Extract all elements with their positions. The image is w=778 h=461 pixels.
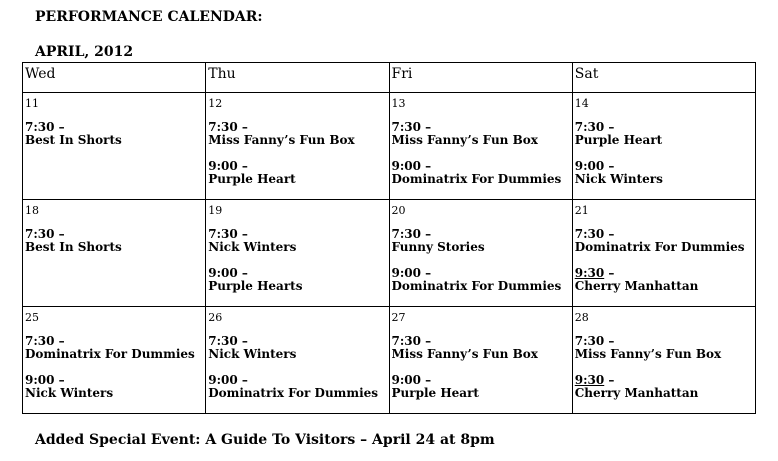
show-entry [575, 374, 755, 400]
show-time-value: 7:30 – [574, 120, 615, 134]
show-name: Purple Heart [391, 386, 479, 400]
show-time-value: 9:00 – [391, 373, 432, 387]
weekday-header-thu: Thu [206, 63, 389, 93]
show-entry [25, 374, 205, 400]
show-entry [208, 374, 388, 400]
show-name: Purple Hearts [208, 279, 303, 293]
day-number: 27 [391, 311, 406, 324]
day-number: 18 [25, 204, 39, 217]
show-name: Cherry Manhattan [574, 386, 699, 400]
show-name: Miss Fanny’s Fun Box [391, 347, 538, 361]
calendar-day-cell [206, 93, 389, 200]
show-entry [392, 228, 572, 254]
show-entry [575, 267, 755, 293]
show-name: Miss Fanny’s Fun Box [208, 133, 355, 147]
show-name: Best In Shorts [25, 240, 122, 254]
calendar-day-cell [572, 200, 755, 307]
show-entry [392, 374, 572, 400]
show-time-value: 7:30 – [574, 227, 615, 241]
calendar-day-cell [23, 307, 206, 414]
show-name: Dominatrix For Dummies [208, 386, 379, 400]
calendar-day-cell [572, 307, 755, 414]
show-name: Cherry Manhattan [574, 279, 699, 293]
day-number: 25 [25, 311, 39, 324]
calendar-day-cell [389, 93, 572, 200]
show-time-value: 9:00 – [391, 159, 432, 173]
calendar-day-cell [572, 93, 755, 200]
day-number: 12 [208, 97, 223, 110]
day-number: 14 [574, 97, 589, 110]
calendar-day-cell [206, 200, 389, 307]
show-entry [392, 160, 572, 186]
show-entry [208, 267, 388, 293]
show-time-value: 7:30 – [208, 227, 248, 241]
show-entry [392, 267, 572, 293]
day-number: 13 [391, 97, 406, 110]
show-time-value: 7:30 – [208, 334, 248, 348]
show-entry [25, 228, 205, 254]
calendar-day-cell [206, 307, 389, 414]
weekday-header-fri: Fri [389, 63, 572, 93]
show-name: Dominatrix For Dummies [391, 172, 562, 186]
show-time-value: 7:30 – [25, 334, 65, 348]
show-time-value: 9:30 [574, 266, 605, 280]
show-time-value: 7:30 – [574, 334, 615, 348]
show-name: Nick Winters [574, 172, 663, 186]
weekday-header-row [23, 63, 756, 93]
calendar-week-row [23, 307, 756, 414]
show-entry [575, 335, 755, 361]
show-name: Nick Winters [25, 386, 114, 400]
show-name: Purple Heart [574, 133, 663, 147]
special-event-note: Added Special Event: A Guide To Visitors – April 24 at 8pm [35, 432, 495, 448]
weekday-header-sat: Sat [572, 63, 755, 93]
show-time-dash: – [604, 266, 615, 280]
show-time-value: 9:00 – [25, 373, 65, 387]
show-name: Funny Stories [391, 240, 485, 254]
show-name: Miss Fanny’s Fun Box [391, 133, 538, 147]
page-title: PERFORMANCE CALENDAR: [35, 9, 263, 25]
show-entry [392, 121, 572, 147]
show-name: Purple Heart [208, 172, 296, 186]
month-heading: APRIL, 2012 [35, 44, 134, 60]
day-number: 26 [208, 311, 223, 324]
show-entry [208, 228, 388, 254]
show-name: Miss Fanny’s Fun Box [574, 347, 722, 361]
show-time-value: 7:30 – [25, 120, 65, 134]
show-entry [575, 160, 755, 186]
show-entry [208, 121, 388, 147]
calendar-day-cell [389, 307, 572, 414]
day-number: 11 [25, 97, 39, 110]
show-entry [208, 335, 388, 361]
show-time-value: 9:00 – [208, 266, 248, 280]
show-name: Nick Winters [208, 347, 297, 361]
weekday-header-wed: Wed [23, 63, 206, 93]
show-name: Best In Shorts [25, 133, 122, 147]
show-time-value: 9:00 – [574, 159, 615, 173]
calendar-week-row [23, 200, 756, 307]
show-name: Dominatrix For Dummies [25, 347, 195, 361]
show-time-value: 7:30 – [208, 120, 248, 134]
show-time-value: 9:00 – [208, 159, 248, 173]
show-name: Dominatrix For Dummies [574, 240, 745, 254]
show-name: Dominatrix For Dummies [391, 279, 562, 293]
calendar-day-cell [23, 93, 206, 200]
show-time-value: 7:30 – [25, 227, 65, 241]
show-time-value: 9:30 [574, 373, 605, 387]
show-time-value: 7:30 – [391, 120, 432, 134]
show-time-dash: – [604, 373, 615, 387]
day-number: 28 [574, 311, 589, 324]
day-number: 20 [391, 204, 406, 217]
show-time-value: 7:30 – [391, 227, 432, 241]
performance-calendar-table [22, 62, 756, 414]
show-entry [575, 121, 755, 147]
day-number: 21 [574, 204, 589, 217]
show-time-value: 7:30 – [391, 334, 432, 348]
show-time-value: 9:00 – [391, 266, 432, 280]
show-entry [208, 160, 388, 186]
calendar-week-row [23, 93, 756, 200]
show-entry [392, 335, 572, 361]
day-number: 19 [208, 204, 223, 217]
show-time-value: 9:00 – [208, 373, 248, 387]
show-entry [25, 121, 205, 147]
show-entry [575, 228, 755, 254]
calendar-day-cell [23, 200, 206, 307]
show-name: Nick Winters [208, 240, 297, 254]
show-entry [25, 335, 205, 361]
calendar-day-cell [389, 200, 572, 307]
